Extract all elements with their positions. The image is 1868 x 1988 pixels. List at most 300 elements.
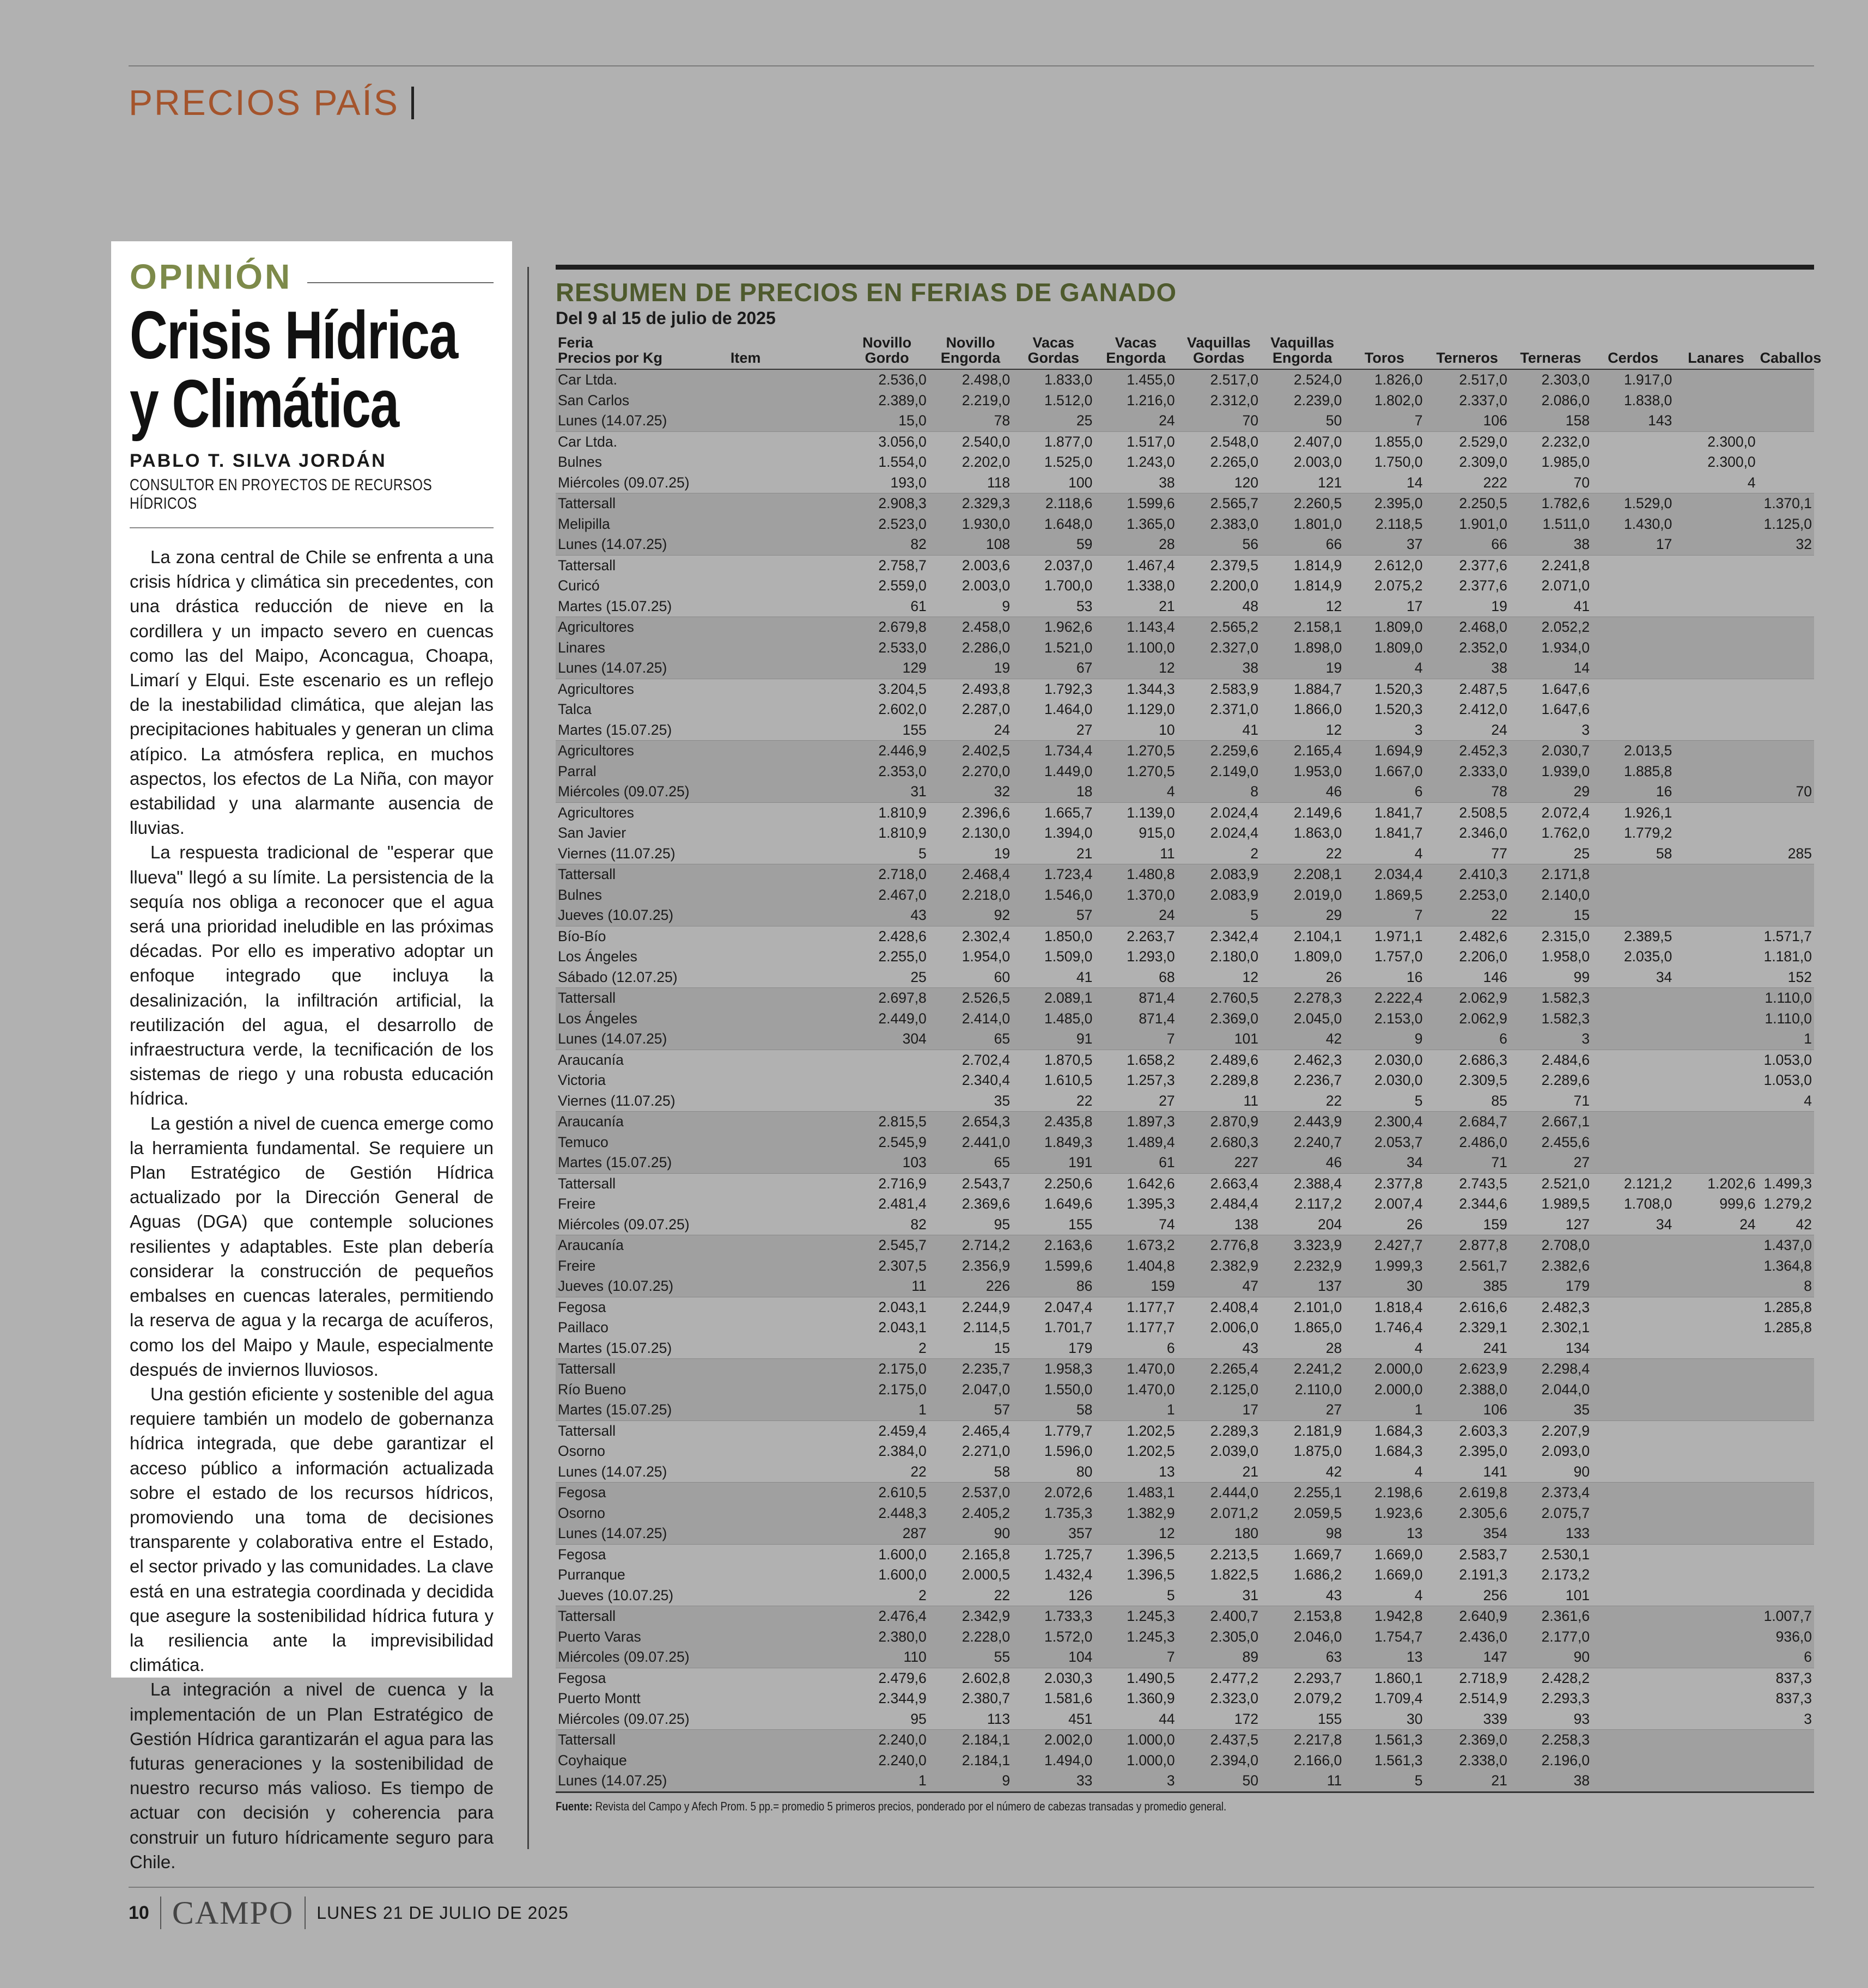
table-cell: 1.734,4 xyxy=(1012,741,1094,761)
table-cell: 1.245,3 xyxy=(1094,1606,1177,1627)
table-cell: 2.455,6 xyxy=(1510,1132,1592,1153)
table-cell: 1.792,3 xyxy=(1044,680,1093,697)
table-cell xyxy=(728,1441,845,1462)
table-cell xyxy=(1674,1647,1757,1668)
table-cell: 1.449,0 xyxy=(1012,761,1094,782)
table-cell: 227 xyxy=(1177,1152,1261,1173)
column-divider xyxy=(527,267,529,1849)
table-cell xyxy=(1674,1256,1757,1277)
table-row-feria xyxy=(556,679,1814,699)
column-header-bottom: Gordas xyxy=(1193,350,1245,366)
table-row-date xyxy=(556,411,1814,431)
table-cell xyxy=(1758,1400,1814,1420)
table-cell xyxy=(728,391,845,411)
table-row-location xyxy=(556,699,1814,720)
table-cell: Araucanía xyxy=(556,1235,728,1256)
header-row xyxy=(556,333,1814,369)
feria-group xyxy=(556,1297,1814,1359)
table-cell: 15 xyxy=(994,1339,1011,1356)
table-cell xyxy=(728,1751,845,1771)
table-cell: 1.561,3 xyxy=(1344,1751,1425,1771)
table-row-location xyxy=(556,1256,1814,1277)
feria-group xyxy=(556,1112,1814,1174)
table-cell: 42 xyxy=(1325,1463,1342,1480)
table-cell: 4 xyxy=(1094,782,1177,802)
table-cell xyxy=(1674,1400,1757,1420)
table-cell: 2.024,4 xyxy=(1210,825,1258,841)
column-header xyxy=(728,333,845,369)
table-cell: 2.030,0 xyxy=(1374,1072,1423,1088)
table-cell: 2.000,0 xyxy=(1344,1359,1425,1380)
table-cell: 106 xyxy=(1425,1400,1509,1420)
table-cell xyxy=(728,1173,845,1194)
table-cell: 2.265,0 xyxy=(1210,454,1258,470)
table-cell xyxy=(1674,1112,1757,1132)
table-cell xyxy=(728,1565,845,1585)
table-cell: 1.841,7 xyxy=(1374,804,1423,821)
table-cell: 2.410,3 xyxy=(1425,864,1509,885)
table-cell: 101 xyxy=(1177,1029,1261,1050)
table-cell: 53 xyxy=(1076,597,1093,614)
opinion-divider xyxy=(130,527,494,528)
table-cell xyxy=(728,1070,845,1091)
table-cell: 2.776,8 xyxy=(1177,1235,1261,1256)
table-cell: 2.400,7 xyxy=(1177,1606,1261,1627)
table-cell: 24 xyxy=(1094,905,1177,926)
table-cell xyxy=(1758,617,1814,638)
table-cell: 287 xyxy=(845,1523,928,1544)
table-cell: 82 xyxy=(910,1216,927,1233)
table-cell: 2.043,1 xyxy=(878,1298,927,1315)
table-cell: 63 xyxy=(1261,1647,1344,1668)
table-cell: 2.388,0 xyxy=(1425,1380,1509,1400)
table-cell: 43 xyxy=(845,905,928,926)
table-row-location xyxy=(556,1132,1814,1153)
table-cell xyxy=(728,988,845,1009)
table-cell: Agricultores xyxy=(558,680,634,697)
table-cell: 2.130,0 xyxy=(962,825,1011,841)
table-cell xyxy=(1758,1751,1814,1771)
table-cell xyxy=(728,473,845,493)
table-cell: Fegosa xyxy=(558,1298,606,1315)
table-cell: 22 xyxy=(1325,845,1342,862)
table-cell: 2 xyxy=(918,1587,927,1603)
table-row-date xyxy=(556,1029,1814,1050)
table-title: RESUMEN DE PRECIOS EN FERIAS DE GANADO xyxy=(556,278,1177,307)
table-cell: 159 xyxy=(1094,1276,1177,1297)
column-header xyxy=(1344,333,1425,369)
table-cell: 4 xyxy=(1414,1463,1423,1480)
table-cell: 1.958,0 xyxy=(1541,948,1590,965)
table-row-location xyxy=(556,1688,1814,1709)
table-cell: 26 xyxy=(1406,1216,1423,1233)
table-cell: 4 xyxy=(1747,474,1756,491)
table-cell xyxy=(1758,452,1814,473)
table-cell: Los Ángeles xyxy=(556,1009,728,1029)
table-cell: 2.287,0 xyxy=(962,701,1011,717)
column-header-bottom: Engorda xyxy=(940,350,1001,366)
table-cell: 1.395,3 xyxy=(1127,1196,1175,1212)
table-cell: 1.572,0 xyxy=(1012,1627,1094,1648)
table-cell: 1.285,8 xyxy=(1763,1298,1812,1315)
table-cell: 2.240,7 xyxy=(1261,1132,1344,1153)
table-cell: 2.448,3 xyxy=(845,1503,928,1524)
table-cell: 2.101,0 xyxy=(1293,1298,1342,1315)
table-cell: 1.802,0 xyxy=(1344,391,1425,411)
table-cell: 1.110,0 xyxy=(1758,1009,1814,1029)
article-title xyxy=(130,298,495,442)
table-cell: 2.543,7 xyxy=(962,1175,1011,1192)
table-cell: 90 xyxy=(1573,1463,1590,1480)
table-cell xyxy=(1758,823,1814,844)
table-cell: 3 xyxy=(1094,1771,1177,1791)
table-cell: 1.396,5 xyxy=(1127,1566,1175,1583)
table-cell xyxy=(728,1215,845,1235)
table-cell: 50 xyxy=(1261,411,1344,431)
article-paragraph: La integración a nivel de cuenca y la implementación de un Plan Estratégico de Gestión Hídrica garantizarán el agua para las futuras generaciones y la sostenibilidad de nuestro recurso más valioso. Es tiempo de actuar con decisión y coherencia para construir un futuro hídricamente seguro para Chile. xyxy=(130,1679,494,1872)
column-header xyxy=(1758,333,1822,369)
table-cell xyxy=(1758,473,1814,493)
table-cell: Martes (15.07.25) xyxy=(558,597,672,614)
table-cell: 127 xyxy=(1565,1216,1590,1233)
table-cell: Tattersall xyxy=(558,1422,616,1439)
table-cell: 1.582,3 xyxy=(1510,988,1592,1009)
table-cell: 3.204,5 xyxy=(878,680,927,697)
table-cell xyxy=(1674,1606,1757,1627)
feria-group xyxy=(556,617,1814,679)
table-cell: 55 xyxy=(929,1647,1012,1668)
table-cell: 2.667,1 xyxy=(1510,1112,1592,1132)
table-cell: 8 xyxy=(1177,782,1261,802)
table-cell xyxy=(728,1544,845,1565)
table-header xyxy=(556,333,1822,369)
table-cell: 11 xyxy=(1243,1092,1258,1109)
table-cell xyxy=(1592,1112,1674,1132)
table-cell: Victoria xyxy=(558,1072,606,1088)
table-cell xyxy=(1674,411,1757,431)
opinion-column xyxy=(111,241,512,1872)
table-row-location xyxy=(556,1194,1814,1215)
table-cell: 2.482,3 xyxy=(1541,1298,1590,1315)
table-cell: 2.486,0 xyxy=(1425,1132,1509,1153)
table-cell xyxy=(1592,1503,1674,1524)
column-header-top: Vaquillas xyxy=(1270,334,1335,351)
table-cell xyxy=(1592,1152,1674,1173)
table-cell: 95 xyxy=(994,1216,1011,1233)
table-cell: 13 xyxy=(1344,1523,1425,1544)
table-row-location xyxy=(556,1565,1814,1585)
table-cell: 1.746,4 xyxy=(1374,1319,1423,1336)
table-cell: 110 xyxy=(845,1647,928,1668)
feria-group xyxy=(556,926,1814,988)
table-cell xyxy=(1592,1318,1674,1338)
table-cell: 2.309,5 xyxy=(1459,1072,1507,1088)
table-cell xyxy=(1592,1606,1674,1627)
feria-group xyxy=(556,1359,1814,1421)
article-paragraph: La gestión a nivel de cuenca emerge como la herramienta fundamental. Se requiere un Plan Estratégico de Gestión Hídrica actualizado por la Dirección General de Aguas (DGA) que contemple soluciones resilientes y adaptables. Este plan debería considerar la construcción de pequeños embalses en cuencas laterales, permitiendo la reserva de agua y la recarga de acuíferos, como los del Maipo y Maule, especialmente después de inviernos lluviosos. xyxy=(130,1113,494,1380)
table-cell: 1.053,0 xyxy=(1763,1072,1812,1088)
table-cell: 2.338,0 xyxy=(1425,1751,1509,1771)
table-cell: 1.177,7 xyxy=(1127,1298,1175,1315)
table-cell: 1.000,0 xyxy=(1094,1730,1177,1751)
table-cell: 2.610,5 xyxy=(845,1483,928,1503)
table-cell: 1.216,0 xyxy=(1094,391,1177,411)
table-cell: Lunes (14.07.25) xyxy=(556,1771,728,1791)
table-row-date xyxy=(556,1215,1814,1235)
table-cell: 2.202,0 xyxy=(962,454,1011,470)
table-cell: 2.616,6 xyxy=(1459,1298,1507,1315)
table-row-date xyxy=(556,1338,1814,1359)
table-cell: 8 xyxy=(1758,1276,1814,1297)
table-cell xyxy=(1674,1235,1757,1256)
table-cell: 837,3 xyxy=(1775,1669,1812,1686)
table-cell: 1.177,7 xyxy=(1127,1319,1175,1336)
table-cell: 2.517,0 xyxy=(1425,369,1509,391)
table-cell: Fegosa xyxy=(558,1546,606,1563)
table-cell: 2.250,6 xyxy=(1044,1175,1093,1192)
table-cell: Miércoles (09.07.25) xyxy=(556,1647,728,1668)
table-cell: 2.278,3 xyxy=(1261,988,1344,1009)
table-cell: 2.259,6 xyxy=(1177,741,1261,761)
table-cell xyxy=(1592,1751,1674,1771)
table-cell: 2.153,0 xyxy=(1344,1009,1425,1029)
page-number: 10 xyxy=(129,1902,149,1923)
table-cell: 66 xyxy=(1425,534,1509,555)
table-cell: 1.700,0 xyxy=(1044,577,1093,594)
table-cell: 1.750,0 xyxy=(1374,454,1423,470)
table-cell xyxy=(1592,596,1674,617)
table-cell: 2.428,6 xyxy=(878,928,927,944)
table-cell xyxy=(1592,1730,1674,1751)
table-cell: 74 xyxy=(1159,1216,1175,1233)
table-cell: 2.526,5 xyxy=(929,988,1012,1009)
table-cell xyxy=(728,1152,845,1173)
table-cell: 1.243,0 xyxy=(1127,454,1175,470)
table-cell: 1.139,0 xyxy=(1127,804,1175,821)
column-header xyxy=(929,333,1012,369)
feria-group xyxy=(556,493,1814,556)
table-cell xyxy=(1674,1050,1757,1070)
table-cell xyxy=(728,885,845,906)
table-cell: Lunes (14.07.25) xyxy=(556,411,728,431)
table-cell: 1.667,0 xyxy=(1344,761,1425,782)
table-cell: 2.545,9 xyxy=(845,1132,928,1153)
table-row-date xyxy=(556,1462,1814,1483)
table-cell: 2.481,4 xyxy=(878,1196,927,1212)
table-cell: 137 xyxy=(1261,1276,1344,1297)
table-cell: 12 xyxy=(1094,1523,1177,1544)
table-cell: 2.289,8 xyxy=(1210,1072,1258,1088)
footer-divider xyxy=(160,1896,161,1929)
table-cell: 71 xyxy=(1573,1092,1590,1109)
table-cell xyxy=(728,782,845,802)
table-cell xyxy=(728,658,845,679)
table-cell xyxy=(1674,1668,1757,1688)
table-cell xyxy=(1592,1585,1674,1606)
column-header-bottom: Engorda xyxy=(1272,350,1332,366)
table-cell: 1.007,7 xyxy=(1758,1606,1814,1627)
table-cell: 70 xyxy=(1177,411,1261,431)
table-cell: 41 xyxy=(1573,597,1590,614)
table-cell: 146 xyxy=(1483,968,1507,985)
table-cell: 80 xyxy=(1076,1463,1093,1480)
table-cell xyxy=(728,596,845,617)
table-cell: 2.344,6 xyxy=(1459,1196,1507,1212)
section-title: PRECIOS PAÍS xyxy=(129,82,399,123)
column-header-bottom: Terneros xyxy=(1436,350,1498,366)
table-cell: 2.300,0 xyxy=(1707,433,1756,450)
table-cell: 1 xyxy=(1758,1029,1814,1050)
table-cell: 68 xyxy=(1159,968,1175,985)
table-cell: 2.686,3 xyxy=(1459,1051,1507,1068)
table-cell: 1.850,0 xyxy=(1044,928,1093,944)
table-cell xyxy=(1758,391,1814,411)
column-header xyxy=(1094,333,1177,369)
table-cell xyxy=(1674,1359,1757,1380)
column-header xyxy=(1261,333,1344,369)
brand-logo: CAMPO xyxy=(172,1894,294,1931)
table-row-location xyxy=(556,823,1814,844)
table-cell: 1.480,8 xyxy=(1094,864,1177,885)
table-cell xyxy=(1674,802,1757,823)
table-cell: 2.383,0 xyxy=(1177,514,1261,535)
table-cell xyxy=(1592,1029,1674,1050)
table-cell: 2.340,4 xyxy=(962,1072,1011,1088)
table-cell xyxy=(728,1235,845,1256)
table-cell: 2.468,0 xyxy=(1425,617,1509,638)
table-cell: 2.718,9 xyxy=(1459,1669,1507,1686)
table-cell: 2.153,8 xyxy=(1261,1606,1344,1627)
table-cell: 2.462,3 xyxy=(1293,1051,1342,1068)
table-cell: 1.554,0 xyxy=(878,454,927,470)
column-header xyxy=(845,333,928,369)
table-cell xyxy=(728,1091,845,1112)
table-cell: 2.175,0 xyxy=(845,1359,928,1380)
table-cell xyxy=(1674,534,1757,555)
table-cell xyxy=(1592,1420,1674,1441)
table-cell: 77 xyxy=(1491,845,1507,862)
table-cell: 2.436,0 xyxy=(1425,1627,1509,1648)
page-footer xyxy=(129,1891,569,1935)
table-cell: 1.809,0 xyxy=(1344,638,1425,658)
table-cell: 2.117,2 xyxy=(1294,1196,1342,1212)
table-cell: 1.870,5 xyxy=(1044,1051,1093,1068)
table-cell xyxy=(728,699,845,720)
table-cell: Agricultores xyxy=(558,804,634,821)
table-cell: 1.455,0 xyxy=(1094,369,1177,391)
table-cell: 70 xyxy=(1758,782,1814,802)
feria-group xyxy=(556,555,1814,617)
table-cell: Martes (15.07.25) xyxy=(558,1339,672,1356)
table-cell: 1.860,1 xyxy=(1374,1669,1423,1686)
table-cell: 2.379,5 xyxy=(1210,557,1258,574)
table-cell: 2.165,4 xyxy=(1261,741,1344,761)
table-cell: 2.908,3 xyxy=(845,493,928,514)
feria-group xyxy=(556,369,1814,431)
table-cell: 2.619,8 xyxy=(1425,1483,1509,1503)
table-cell: 2.175,0 xyxy=(845,1380,928,1400)
table-cell: 2.369,0 xyxy=(1425,1730,1509,1751)
column-header-top: Vacas xyxy=(1115,334,1157,351)
table-row-feria xyxy=(556,1483,1814,1503)
table-cell: 999,6 xyxy=(1719,1196,1756,1212)
table-cell xyxy=(1674,699,1757,720)
table-cell: 1.658,2 xyxy=(1127,1051,1175,1068)
table-cell: 34 xyxy=(1344,1152,1425,1173)
table-cell: 32 xyxy=(1758,534,1814,555)
table-cell: 354 xyxy=(1425,1523,1509,1544)
table-row-feria xyxy=(556,1420,1814,1441)
issue-date: LUNES 21 DE JULIO DE 2025 xyxy=(317,1902,569,1923)
table-cell: 2.414,0 xyxy=(929,1009,1012,1029)
table-cell: 2.059,5 xyxy=(1261,1503,1344,1524)
table-cell: 2.356,9 xyxy=(929,1256,1012,1277)
table-cell xyxy=(728,1668,845,1688)
table-cell xyxy=(1674,905,1757,926)
table-cell: 2.165,8 xyxy=(962,1546,1011,1563)
table-cell: 2.213,5 xyxy=(1210,1546,1258,1563)
table-cell: 2.207,9 xyxy=(1541,1422,1590,1439)
table-cell: 1.370,1 xyxy=(1758,493,1814,514)
table-cell: 2.072,4 xyxy=(1541,804,1590,821)
table-cell: 2.337,0 xyxy=(1425,391,1509,411)
feria-group xyxy=(556,1050,1814,1112)
table-cell: 2.184,1 xyxy=(929,1751,1012,1771)
table-cell: 285 xyxy=(1787,845,1812,862)
table-row-location xyxy=(556,885,1814,906)
feria-group xyxy=(556,1420,1814,1483)
table-cell xyxy=(728,1400,845,1420)
table-cell: 2.352,0 xyxy=(1425,638,1509,658)
table-cell: 1.382,9 xyxy=(1094,1503,1177,1524)
table-cell: 30 xyxy=(1406,1710,1423,1727)
table-cell xyxy=(1758,1420,1814,1441)
table-cell: 1.521,0 xyxy=(1012,638,1094,658)
table-cell: 1.762,0 xyxy=(1541,825,1590,841)
table-cell: 2.477,2 xyxy=(1210,1669,1258,1686)
table-cell: Tattersall xyxy=(556,1730,728,1751)
table-cell xyxy=(728,1029,845,1050)
table-cell: 82 xyxy=(845,534,928,555)
table-cell: 2.373,4 xyxy=(1510,1483,1592,1503)
article-paragraph: La zona central de Chile se enfrenta a una crisis hídrica y climática sin precedentes, con una drástica reducción de nieve en la cordillera y un impacto severo en cuencas como las del Maipo, Aconcagua, Choapa, Limarí y Elqui. Este escenario es un reflejo de la inestabilidad climática, que alejan las precipitaciones habituales y generan un clima atípico. La atmósfera replica, en muchos aspectos, los efectos de La Niña, con mayor estabilidad y una alarmante ausencia de lluvias. xyxy=(130,547,494,838)
table-cell: 5 xyxy=(1414,1092,1423,1109)
table-cell: 2.309,0 xyxy=(1459,454,1507,470)
source-label: Fuente: xyxy=(556,1799,593,1813)
table-cell xyxy=(1674,369,1757,391)
table-row-date xyxy=(556,1152,1814,1173)
table-cell xyxy=(728,1276,845,1297)
table-cell: 47 xyxy=(1177,1276,1261,1297)
table-cell: 2.697,8 xyxy=(845,988,928,1009)
column-header xyxy=(1674,333,1757,369)
table-cell: 2.603,3 xyxy=(1459,1422,1507,1439)
table-cell xyxy=(1758,1132,1814,1153)
table-cell: 21 xyxy=(1425,1771,1509,1791)
table-cell: 2.623,9 xyxy=(1425,1359,1509,1380)
table-cell: 3.323,9 xyxy=(1261,1235,1344,1256)
table-cell: 9 xyxy=(929,1771,1012,1791)
table-row-feria xyxy=(556,802,1814,823)
table-cell: 339 xyxy=(1483,1710,1507,1727)
table-cell: Araucanía xyxy=(558,1051,624,1068)
table-cell: 85 xyxy=(1491,1092,1507,1109)
table-row-feria xyxy=(556,1173,1814,1194)
table-cell: Lunes (14.07.25) xyxy=(558,1463,667,1480)
table-cell xyxy=(1592,1070,1674,1091)
table-cell xyxy=(1674,1462,1757,1483)
table-cell: 3 xyxy=(1510,1029,1592,1050)
